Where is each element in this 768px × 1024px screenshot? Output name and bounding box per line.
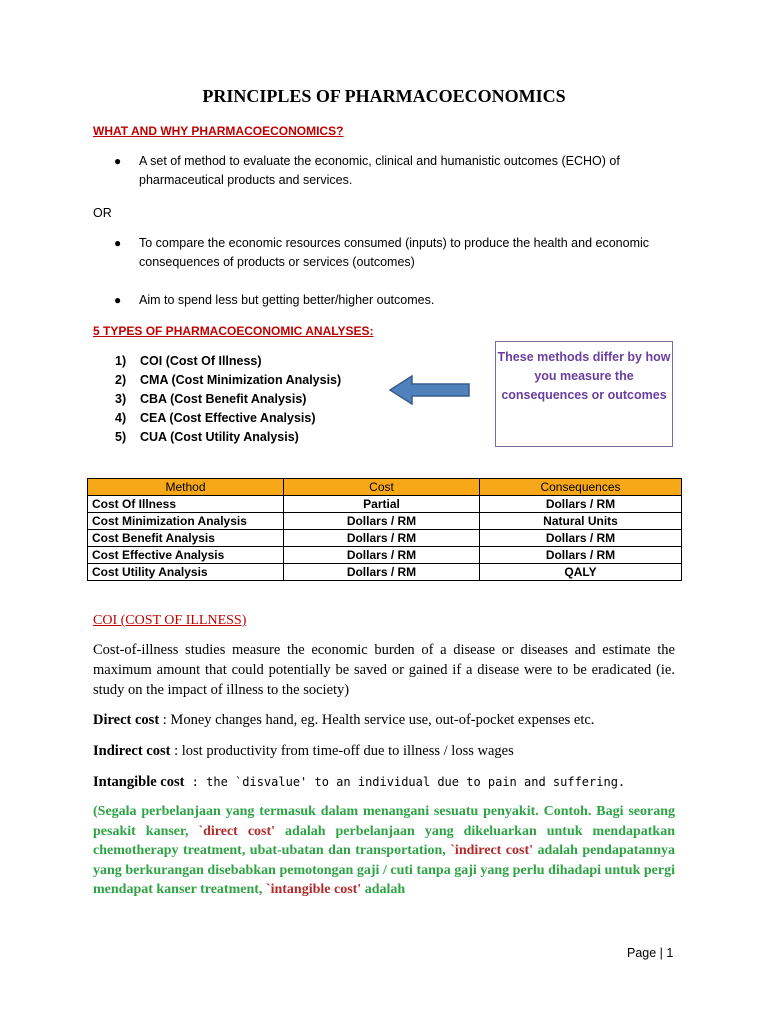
list-text: CMA (Cost Minimization Analysis): [140, 373, 342, 387]
table-cell: Cost Minimization Analysis: [88, 513, 284, 530]
malay-keyword: `intangible cost': [265, 882, 362, 897]
left-arrow-icon: [388, 374, 472, 406]
indirect-cost-label: Indirect cost: [93, 743, 171, 759]
table-cell: Dollars / RM: [284, 564, 480, 581]
bullet-item: [114, 152, 684, 190]
list-number: 5): [115, 430, 127, 444]
table-row: [88, 513, 682, 530]
or-label: OR: [93, 206, 112, 220]
table-cell: Dollars / RM: [480, 547, 682, 564]
list-text: CBA (Cost Benefit Analysis): [140, 392, 307, 406]
list-number: 1): [115, 354, 127, 368]
table-cell: Dollars / RM: [284, 513, 480, 530]
table-row: [88, 547, 682, 564]
table-cell: Partial: [284, 496, 480, 513]
list-text: COI (Cost Of Illness): [140, 354, 262, 368]
column-header: Cost: [284, 479, 480, 496]
intangible-cost-text: : the `disvalue' to an individual due to pain and suffering.: [184, 775, 626, 789]
bullet-text: Aim to spend less but getting better/higher outcomes.: [139, 293, 435, 307]
table-cell: Cost Benefit Analysis: [88, 530, 284, 547]
bullet-icon: ●: [114, 154, 122, 168]
list-text: CUA (Cost Utility Analysis): [140, 430, 299, 444]
table-cell: Dollars / RM: [284, 530, 480, 547]
malay-text: adalah perbelanjaan yang dikeluarkan untuk mendapatkan chemotherapy treatment, ubat-ubatan dan transportation,: [93, 823, 676, 858]
table-cell: QALY: [480, 564, 682, 581]
malay-text: (Segala perbelanjaan yang termasuk dalam menangani sesuatu penyakit. Contoh. Bagi seorang pesakit kanser,: [93, 804, 675, 839]
table-cell: Cost Effective Analysis: [88, 547, 284, 564]
coi-paragraph: Cost-of-illness studies measure the economic burden of a disease or diseases and estimate the maximum amount that could potentially be saved or gained if a disease were to be eradicated (ie. study on the impact of illness to the society): [93, 642, 675, 698]
column-header: Consequences: [480, 479, 682, 496]
malay-explanation: [93, 802, 675, 900]
callout-box: These methods differ by how you measure the consequences or outcomes: [495, 341, 673, 447]
coi-heading: COI (COST OF ILLNESS): [93, 613, 247, 628]
indirect-cost-text: : lost productivity from time-off due to illness / loss wages: [170, 743, 514, 759]
bullet-item: [114, 291, 684, 310]
column-header: Method: [88, 479, 284, 496]
table-cell: Dollars / RM: [480, 496, 682, 513]
bullet-text: A set of method to evaluate the economic, clinical and humanistic outcomes (ECHO) of pharmaceutical products and services.: [139, 154, 620, 187]
direct-cost-label: Direct cost: [93, 712, 160, 728]
table-cell: Cost Of Illness: [88, 496, 284, 513]
list-item: [115, 390, 341, 409]
bullet-icon: ●: [114, 293, 122, 307]
list-number: 3): [115, 392, 127, 406]
table-header-row: [88, 479, 682, 496]
direct-cost-line: [93, 710, 675, 730]
malay-keyword: `indirect cost': [450, 843, 534, 858]
bullet-item: [114, 234, 684, 272]
table-cell: Natural Units: [480, 513, 682, 530]
malay-text: adalah pendapatannya yang berkurangan disebabkan pemotongan gaji / cuti tanpa gaji yang perlu dihadapi untuk pergi mendapat kanser treatment,: [93, 843, 675, 897]
section-heading-types: 5 TYPES OF PHARMACOECONOMIC ANALYSES:: [93, 324, 374, 338]
bullet-text: To compare the economic resources consumed (inputs) to produce the health and economic consequences of products or services (outcomes): [139, 236, 650, 269]
table-cell: Dollars / RM: [480, 530, 682, 547]
list-item: [115, 371, 341, 390]
table-cell: Cost Utility Analysis: [88, 564, 284, 581]
bullet-icon: ●: [114, 236, 122, 250]
table-row: [88, 530, 682, 547]
intangible-cost-label: Intangible cost: [93, 774, 185, 790]
list-text: CEA (Cost Effective Analysis): [140, 411, 316, 425]
list-number: 4): [115, 411, 127, 425]
list-item: [115, 352, 341, 371]
malay-keyword: `direct cost': [198, 823, 276, 839]
methods-table: [87, 478, 682, 581]
table-row: [88, 496, 682, 513]
list-number: 2): [115, 373, 127, 387]
intangible-cost-line: [93, 772, 675, 792]
list-item: [115, 409, 341, 428]
malay-text: adalah: [361, 882, 406, 897]
page-number: Page | 1: [627, 946, 674, 960]
table-cell: Dollars / RM: [284, 547, 480, 564]
indirect-cost-line: [93, 741, 675, 761]
page-title: PRINCIPLES OF PHARMACOECONOMICS: [202, 86, 566, 106]
analysis-types-list: [115, 352, 341, 447]
section-heading-what: WHAT AND WHY PHARMACOECONOMICS?: [93, 124, 344, 138]
table-row: [88, 564, 682, 581]
direct-cost-text: : Money changes hand, eg. Health service use, out-of-pocket expenses etc.: [159, 712, 595, 728]
list-item: [115, 428, 341, 447]
